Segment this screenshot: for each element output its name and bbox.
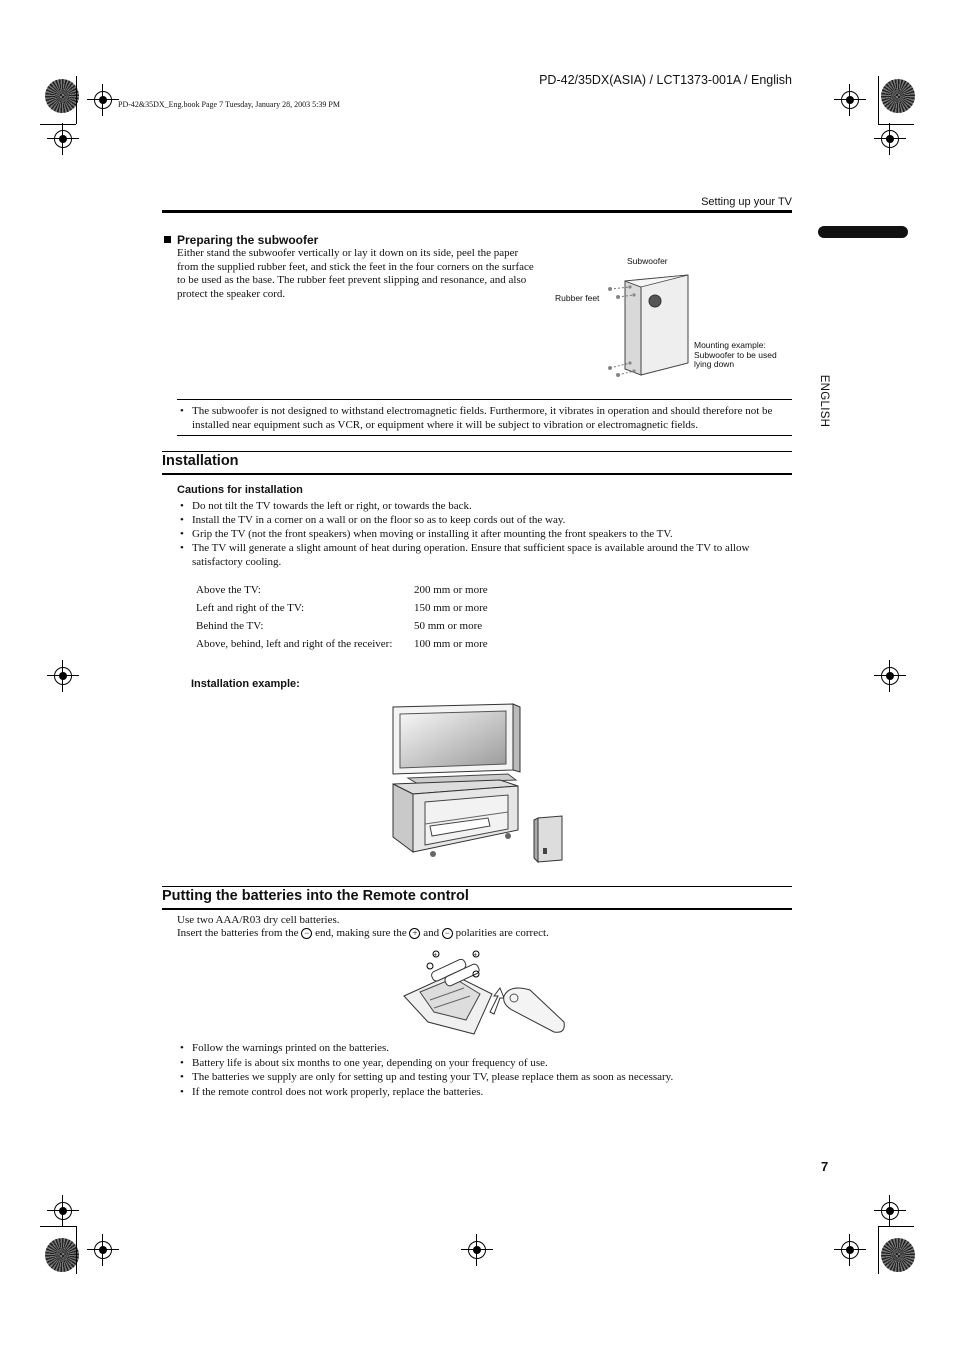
installation-title-rule (162, 473, 792, 475)
clearance-table (196, 584, 488, 656)
header-rule (162, 210, 792, 213)
text-span: polarities are correct. (455, 927, 549, 939)
table-row (196, 602, 488, 620)
subwoofer-note (177, 404, 789, 432)
clearance-value: 100 mm or more (414, 638, 488, 650)
list-item: • The subwoofer is not designed to withstand electromagnetic fields. Furthermore, it vibrates in operation and should therefore not be installed near equipment such as VCR, or equipment where it will be subject to vibration or electromagnetic fields. (177, 404, 789, 432)
table-row (196, 620, 488, 638)
crosshair-icon (881, 130, 899, 148)
crosshair-icon (54, 667, 72, 685)
crosshair-icon (841, 91, 859, 109)
svg-text:+: + (473, 952, 478, 959)
installation-top-rule (162, 451, 792, 452)
page-number: 7 (821, 1159, 829, 1174)
registration-star-icon (45, 79, 79, 113)
clearance-label: Left and right of the TV: (196, 602, 305, 614)
rubber-feet-label: Rubber feet (555, 293, 600, 303)
subwoofer-body: Either stand the subwoofer vertically or lay it down on its side, peel the paper from the supplied rubber feet, and stick the feet in the four corners on the surface to be used as the base. The rubber feet prevent slipping and resonance, and also protect the speaker cord. (177, 247, 534, 300)
clearance-label: Above, behind, left and right of the receiver: (196, 638, 393, 650)
text-span: and (423, 927, 440, 939)
registration-star-icon (881, 1238, 915, 1272)
remote-battery-illustration (400, 946, 568, 1038)
list-item: • Grip the TV (not the front speakers) when moving or installing it after mounting the front speakers to the TV. (177, 527, 792, 541)
registration-star-icon (45, 1238, 79, 1272)
table-row (196, 584, 488, 602)
list-item: • The TV will generate a slight amount of heat during operation. Ensure that sufficient space is available around the TV to allow satisfactory cooling. (177, 541, 792, 569)
table-row (196, 638, 488, 656)
subwoofer-heading: Preparing the subwoofer (177, 233, 319, 247)
battery-notes-list (177, 1041, 792, 1099)
batteries-top-rule (162, 886, 792, 887)
svg-text:+: + (433, 952, 438, 959)
list-item: • Battery life is about six months to one year, depending on your frequency of use. (177, 1056, 792, 1070)
batteries-title-rule (162, 908, 792, 910)
crosshair-icon (94, 1241, 112, 1259)
subwoofer-label: Subwoofer (627, 256, 668, 266)
list-item: • If the remote control does not work properly, replace the batteries. (177, 1085, 792, 1099)
document-id: PD-42/35DX(ASIA) / LCT1373-001A / English (539, 73, 792, 87)
crosshair-icon (841, 1241, 859, 1259)
minus-icon: − (442, 928, 453, 939)
clearance-value: 50 mm or more (414, 620, 483, 632)
book-info: PD-42&35DX_Eng.book Page 7 Tuesday, January 28, 2003 5:39 PM (118, 100, 340, 109)
side-tab-label: ENGLISH (818, 374, 830, 428)
crosshair-icon (881, 667, 899, 685)
clearance-value: 200 mm or more (414, 584, 488, 596)
installation-title: Installation (162, 453, 239, 469)
crosshair-icon (881, 1202, 899, 1220)
list-item: • Do not tilt the TV towards the left or right, or towards the back. (177, 499, 792, 513)
mounting-example-label: Mounting example: Subwoofer to be used lying down (694, 340, 777, 369)
note-top-rule (177, 399, 792, 400)
subwoofer-illustration (600, 265, 695, 380)
clearance-label: Above the TV: (196, 584, 261, 596)
note-bottom-rule (177, 435, 792, 436)
clearance-value: 150 mm or more (414, 602, 488, 614)
crosshair-icon (54, 130, 72, 148)
registration-star-icon (881, 79, 915, 113)
text-span: Insert the batteries from the (177, 927, 299, 939)
installation-example-heading: Installation example: (191, 678, 300, 690)
side-tab (818, 226, 908, 238)
list-item: • The batteries we supply are only for setting up and testing your TV, please replace them as soon as necessary. (177, 1070, 792, 1084)
cautions-list (177, 499, 792, 569)
batteries-line-1: Use two AAA/R03 dry cell batteries. (177, 914, 340, 926)
crosshair-icon (94, 91, 112, 109)
batteries-title: Putting the batteries into the Remote control (162, 888, 469, 904)
crosshair-icon (468, 1241, 486, 1259)
batteries-line-2 (177, 927, 549, 939)
tv-installation-illustration (388, 702, 570, 864)
section-title: Setting up your TV (701, 196, 792, 208)
cautions-heading: Cautions for installation (177, 484, 303, 496)
clearance-label: Behind the TV: (196, 620, 264, 632)
list-item: • Follow the warnings printed on the batteries. (177, 1041, 792, 1055)
square-bullet-icon (164, 236, 171, 243)
minus-icon: − (301, 928, 312, 939)
text-span: end, making sure the (315, 927, 407, 939)
crosshair-icon (54, 1202, 72, 1220)
list-item: • Install the TV in a corner on a wall or on the floor so as to keep cords out of the way. (177, 513, 792, 527)
plus-icon: + (409, 928, 420, 939)
